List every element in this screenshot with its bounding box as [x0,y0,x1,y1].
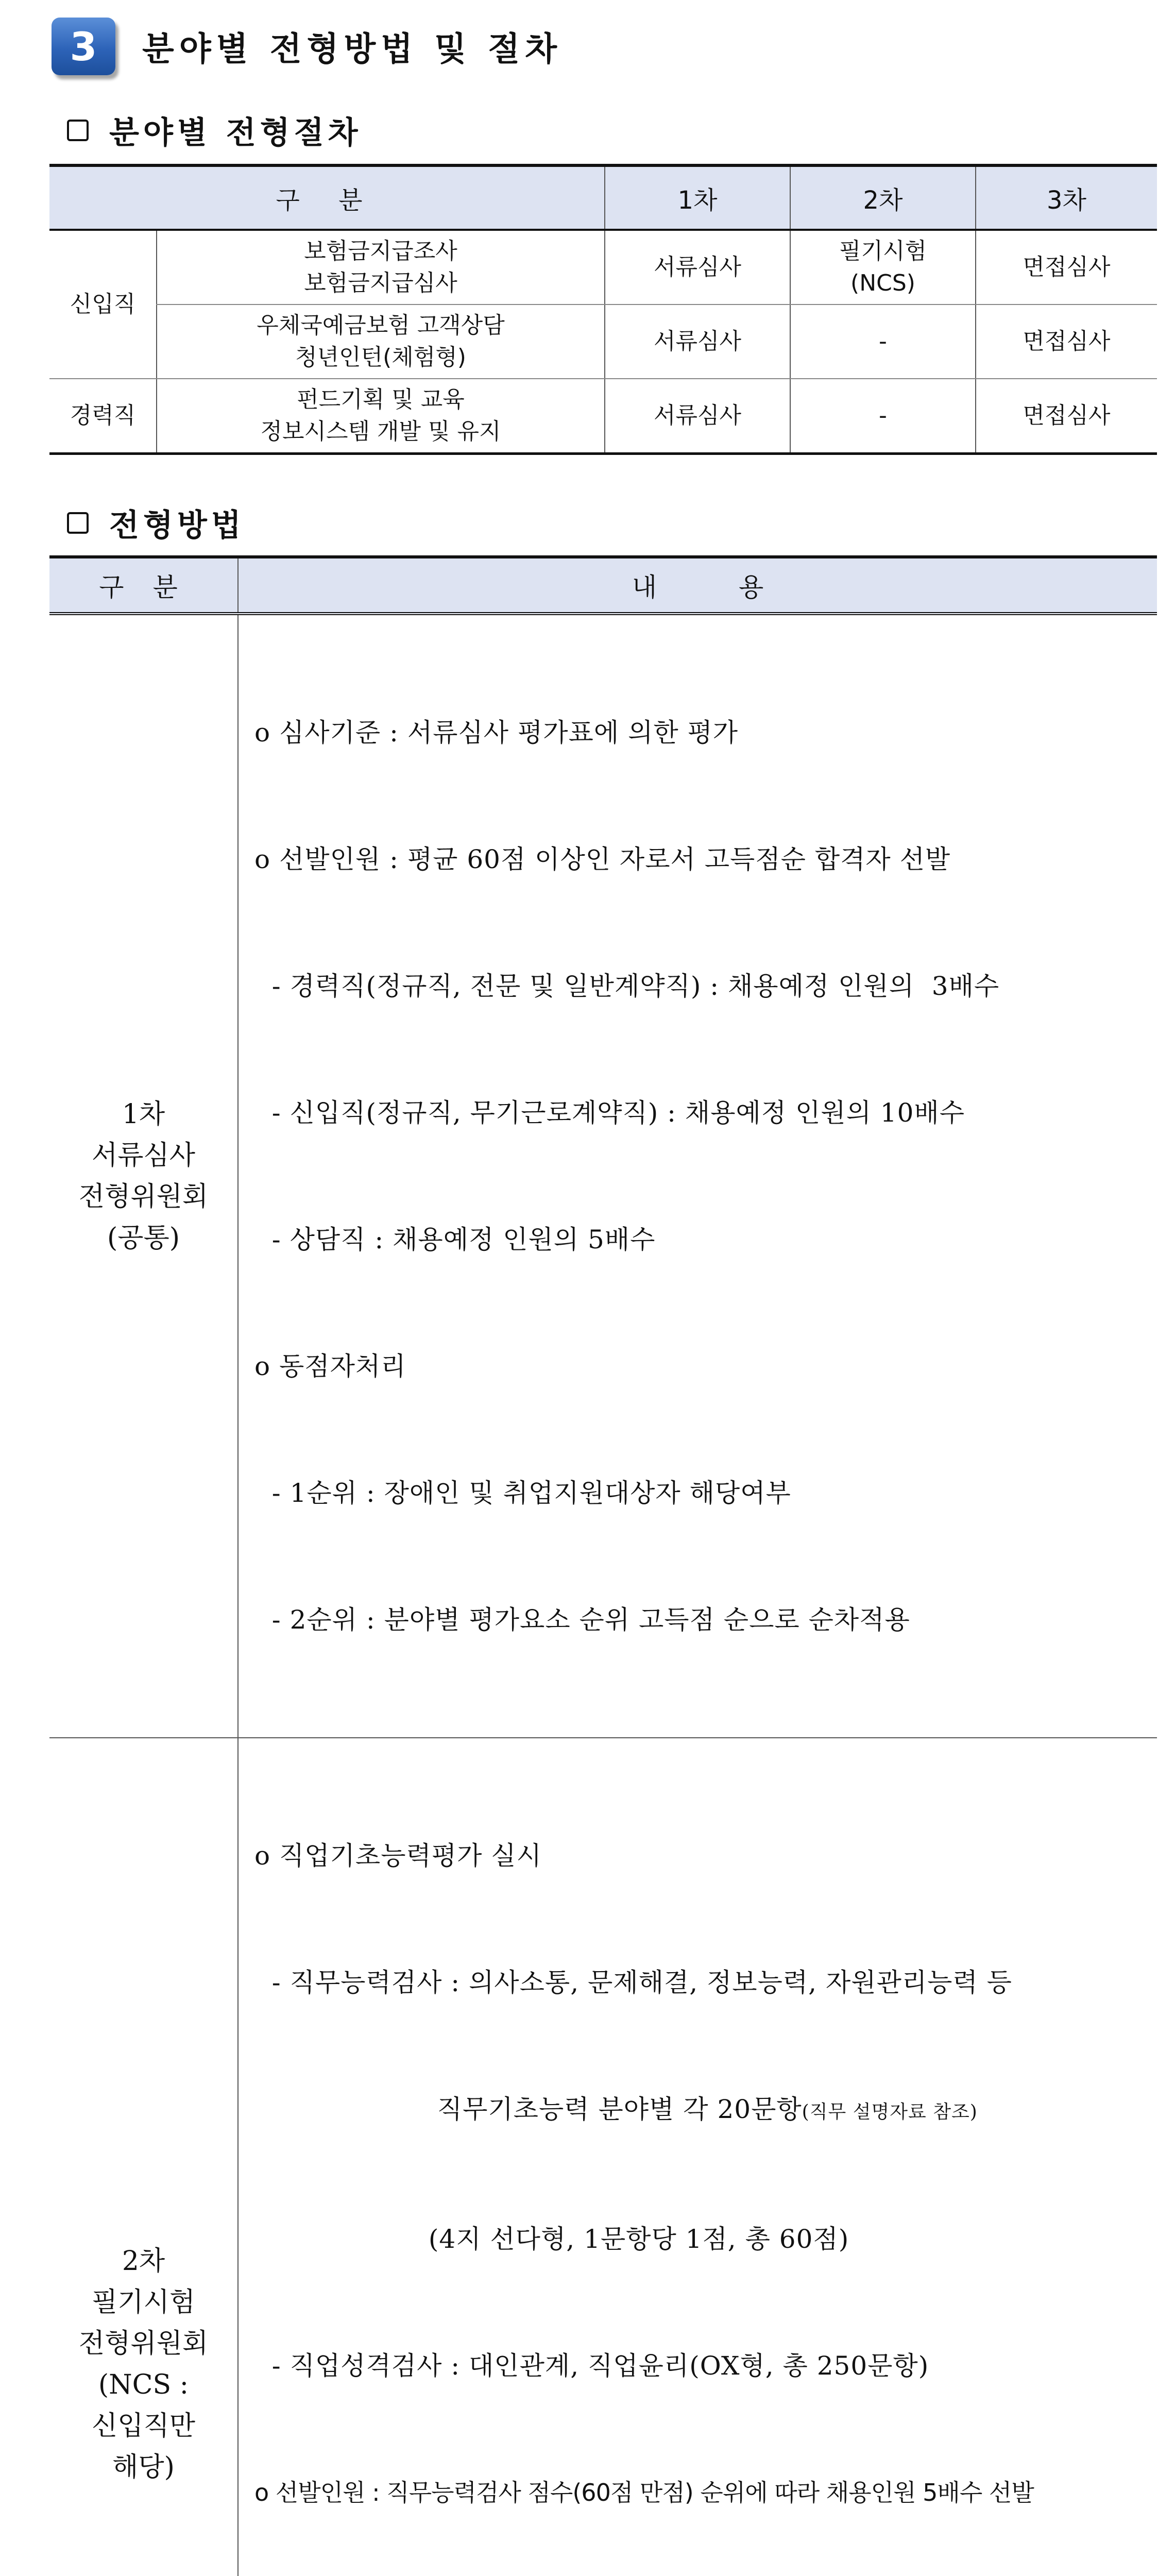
category-cell-stage2 [49,1738,238,2576]
table-row [49,379,1157,454]
content-line: o 동점자처리 [254,1351,406,1381]
category-line: 서류심사 [92,1140,195,1171]
section-header [52,15,562,77]
procedure-heading-text: 분야별 전형절차 [109,115,362,151]
content-line: - 경력직(정규직, 전문 및 일반계약직) : 채용예정 인원의 3배수 [254,971,1000,1001]
field-line: 보험금지급조사 [304,238,457,264]
header-category: 구 분 [49,557,238,614]
content-line: o 직업기초능력평가 실시 [254,1841,542,1871]
content-cell-stage2 [238,1738,1157,2576]
field-line: 우체국예금보험 고객상담 [257,312,505,338]
header-content: 내 용 [238,557,1157,614]
method-heading [67,501,245,545]
header-stage1: 1차 [605,165,790,230]
stage2-cell: - [790,304,976,379]
content-line: - 신입직(정규직, 무기근로계약직) : 채용예정 인원의 10배수 [254,1098,965,1128]
method-heading-text: 전형방법 [109,507,245,544]
content-line: - 직업성격검사 : 대인관계, 직업윤리(OX형, 총 250문항) [254,2351,929,2381]
method-table [49,555,1157,2576]
stage2-line: 필기시험 [839,238,927,264]
category-line: 1차 [122,1099,165,1130]
table-row [49,1738,1157,2576]
content-line: - 직무능력검사 : 의사소통, 문제해결, 정보능력, 자원관리능력 등 [254,1968,1012,1997]
table-row [49,304,1157,379]
stage2-cell: - [790,379,976,454]
category-line: 신입직만 [92,2411,195,2442]
content-line: o 선발인원 : 평균 60점 이상인 자로서 고득점순 합격자 선발 [254,844,951,874]
table-row [49,230,1157,304]
stage3-cell: 면접심사 [976,379,1157,454]
content-line: - 1순위 : 장애인 및 취업지원대상자 해당여부 [254,1478,791,1508]
field-line: 보험금지급심사 [304,270,457,296]
content-line: o 선발인원 : 직무능력검사 점수(60점 만점) 순위에 따라 채용인원 5배수 선발 [254,2479,1034,2506]
category-cell-stage1 [49,614,238,1738]
header-category: 구 분 [49,165,605,230]
stage2-line: (NCS) [850,270,915,296]
inline-note: (직무 설명자료 참조) [802,2102,978,2123]
content-cell-stage1 [238,614,1157,1738]
category-line: 2차 [122,2246,165,2277]
content-line: (4지 선다형, 1문항당 1점, 총 60점) [254,2224,849,2254]
content-line [254,2088,1156,2133]
table-row [49,614,1157,1738]
checkbox-square-icon [67,512,89,534]
field-cell [157,304,605,379]
content-line: - 상담직 : 채용예정 인원의 5배수 [254,1225,656,1255]
procedure-header-row [49,165,1157,230]
stage3-cell: 면접심사 [976,230,1157,304]
stage3-cell: 면접심사 [976,304,1157,379]
stage1-cell: 서류심사 [605,230,790,304]
group-experienced: 경력직 [49,379,157,454]
field-cell [157,230,605,304]
field-line: 정보시스템 개발 및 유지 [260,418,501,445]
category-line: (공통) [107,1223,180,1253]
field-cell [157,379,605,454]
checkbox-square-icon [67,120,89,141]
header-stage2: 2차 [790,165,976,230]
category-line: 전형위원회 [78,2328,209,2359]
header-stage3: 3차 [976,165,1157,230]
category-line: 필기시험 [92,2287,195,2318]
stage2-cell [790,230,976,304]
section-number-badge: 3 [52,18,115,75]
group-new-hire: 신입직 [49,230,157,379]
content-line: - 2순위 : 분야별 평가요소 순위 고득점 순으로 순차적용 [254,1605,910,1635]
procedure-heading [67,108,362,152]
content-line-text: 직무기초능력 분야별 각 20문항 [254,2094,802,2124]
category-line: 해당) [112,2452,175,2483]
procedure-table [49,164,1157,455]
field-line: 펀드기획 및 교육 [297,386,465,413]
stage1-cell: 서류심사 [605,379,790,454]
method-header-row [49,557,1157,614]
section-title: 분야별 전형방법 및 절차 [142,30,563,69]
category-line: (NCS : [98,2369,189,2400]
stage1-cell: 서류심사 [605,304,790,379]
field-line: 청년인턴(체험형) [295,344,466,370]
content-line: o 심사기준 : 서류심사 평가표에 의한 평가 [254,718,739,748]
category-line: 전형위원회 [78,1181,209,1212]
